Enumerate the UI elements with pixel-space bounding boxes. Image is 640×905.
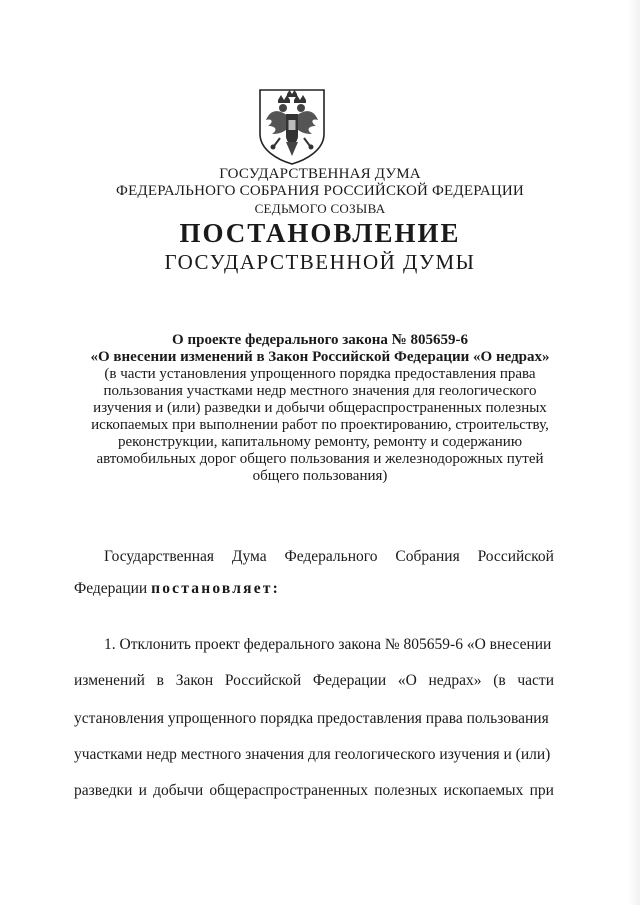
clause-word: (в xyxy=(493,672,506,689)
clause-word: разведки xyxy=(74,782,133,799)
preamble-line-2 xyxy=(74,580,554,598)
clause-word: ископаемых xyxy=(443,782,524,799)
bill-title-line: общего пользования) xyxy=(252,468,388,484)
bill-title-line: пользования участками недр местного значения для геологического xyxy=(103,383,537,399)
clause-1-line-3 xyxy=(74,710,554,728)
preamble-line-1 xyxy=(104,548,554,566)
bill-title-bold-line: «О внесении изменений в Закон Российской Федерации «О недрах» xyxy=(90,349,550,365)
preamble-word: Дума xyxy=(231,548,267,565)
clause-word: добычи xyxy=(153,782,204,799)
clause-word: изменений xyxy=(74,672,145,689)
header-line-2: ФЕДЕРАЛЬНОГО СОБРАНИЯ РОССИЙСКОЙ ФЕДЕРАЦИИ xyxy=(116,183,524,199)
bill-title-line: (в части установления упрощенного порядка предоставления права xyxy=(104,366,536,382)
bill-title-line: изучения и (или) разведки и добычи общераспространенных полезных xyxy=(93,400,547,416)
bill-title-line: автомобильных дорог общего пользования и железнодорожных путей xyxy=(96,451,544,467)
bill-title-line: ископаемых при выполнении работ по проектированию, строительству, xyxy=(91,417,549,433)
bill-title-bold-line: О проекте федерального закона № 805659-6 xyxy=(172,332,468,348)
clause-1-line-1 xyxy=(104,636,554,654)
document-type-title: ПОСТАНОВЛЕНИЕ xyxy=(179,218,461,248)
clause-word: недрах» xyxy=(428,672,482,689)
coat-of-arms-icon xyxy=(254,86,330,166)
clause-1-line-5 xyxy=(74,782,554,800)
clause-text: участками недр местного значения для геологического изучения и (или) xyxy=(74,746,551,763)
scan-edge xyxy=(628,0,640,905)
document-issuer: ГОСУДАРСТВЕННОЙ ДУМЫ xyxy=(164,250,476,274)
clause-word: и xyxy=(138,782,147,799)
clause-word: полезных xyxy=(374,782,438,799)
header-line-1: ГОСУДАРСТВЕННАЯ ДУМА xyxy=(219,166,421,182)
preamble-word: Государственная xyxy=(104,548,215,565)
preamble-text: Федерации xyxy=(74,580,152,597)
header-line-3: СЕДЬМОГО СОЗЫВА xyxy=(254,201,386,216)
clause-word: «О xyxy=(397,672,417,689)
clause-word: части xyxy=(517,672,554,689)
clause-1-line-2 xyxy=(74,672,554,690)
clause-word: Федерации xyxy=(312,672,387,689)
clause-word: в xyxy=(156,672,164,689)
preamble-word: Собрания xyxy=(395,548,460,565)
clause-word: общераспространенных xyxy=(209,782,368,799)
bill-title-block xyxy=(60,332,580,485)
clause-word: при xyxy=(529,782,554,799)
clause-word: Российской xyxy=(224,672,302,689)
preamble-word: Федерального xyxy=(284,548,378,565)
preamble-resolves: постановляет: xyxy=(151,580,280,597)
bill-title-line: реконструкции, капитальному ремонту, ремонту и содержанию xyxy=(117,434,523,450)
clause-1-line-4 xyxy=(74,746,554,764)
clause-text: установления упрощенного порядка предоставления права пользования xyxy=(74,710,549,727)
preamble-word: Российской xyxy=(477,548,554,565)
clause-text: 1. Отклонить проект федерального закона № 805659-6 «О внесении xyxy=(104,636,552,653)
clause-word: Закон xyxy=(175,672,214,689)
